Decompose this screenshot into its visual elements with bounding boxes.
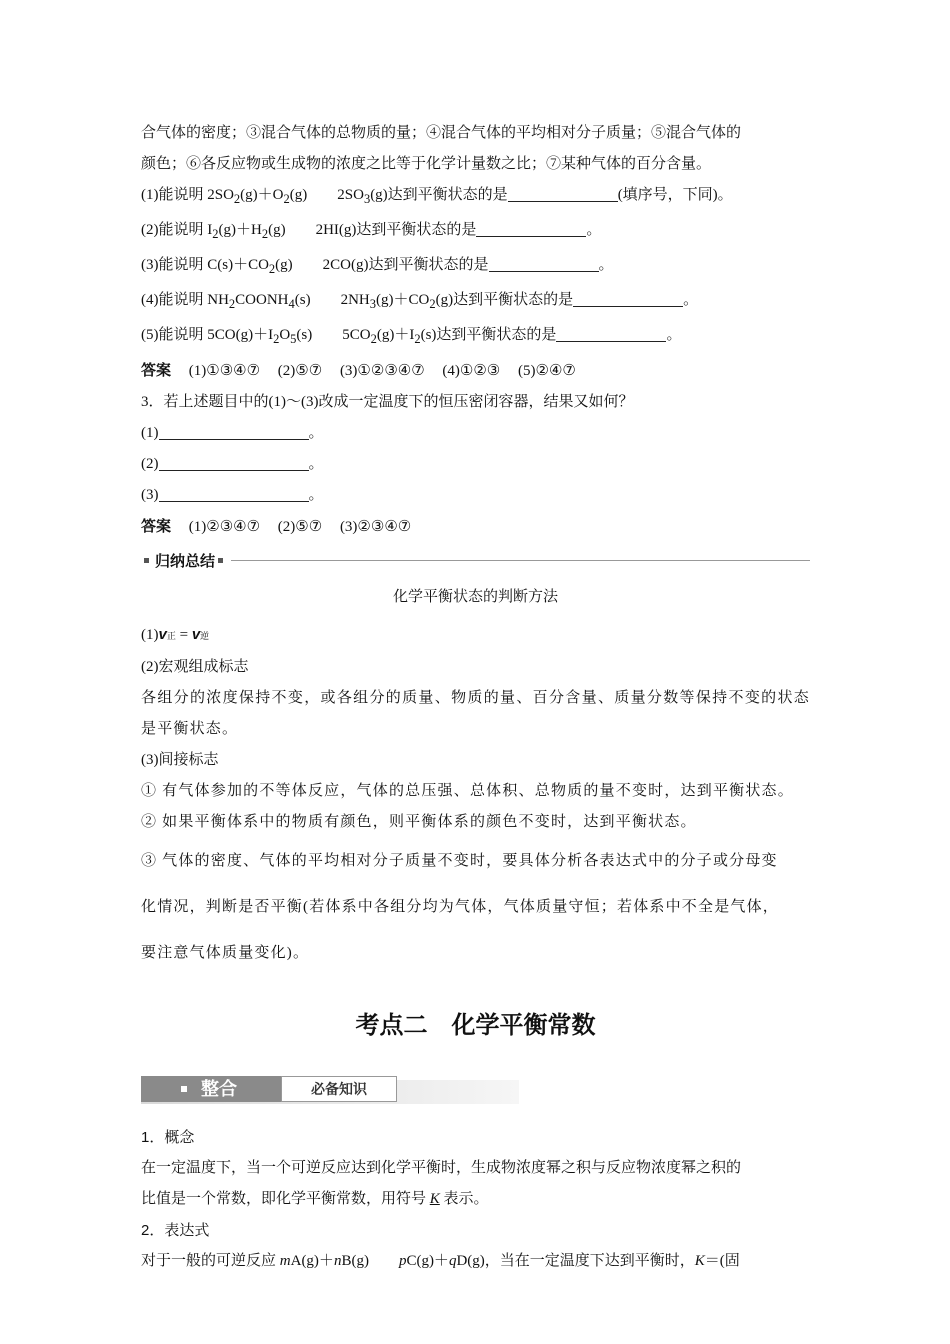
- question-2: (2)能说明 $I_2(g)+H_2(g)$ 2HI(g)达到平衡状态的是 。: [141, 215, 810, 250]
- summary-item-1: ① 有气体参加的不等体反应，气体的总压强、总体积、总物质的量不变时，达到平衡状态。: [141, 783, 794, 799]
- question-3-item-3: (3) 。: [141, 480, 810, 511]
- answer-blank-2[interactable]: [476, 218, 586, 237]
- intro-line-1: 合气体的密度；③混合气体的总物质的量；④混合气体的平均相对分子质量；⑤混合气体的: [141, 125, 742, 141]
- summary-title: 归纳总结: [155, 552, 216, 570]
- concept-line-1: 在一定温度下，当一个可逆反应达到化学平衡时，生成物浓度幂之积与反应物浓度幂之积的: [141, 1160, 742, 1176]
- answer-row-1: [141, 355, 810, 387]
- square-bullet-icon: [181, 1086, 187, 1092]
- summary-heading: 化学平衡状态的判断方法: [392, 588, 558, 605]
- tag-light: 必备知识: [281, 1076, 397, 1102]
- answer-blank[interactable]: [159, 421, 309, 440]
- answer-blank-1[interactable]: [508, 183, 618, 202]
- expression-line: 对于一般的可逆反应 mA(g)＋nB(g) pC(g)＋qD(g)，当在一定温度下达到平衡时，K＝(固: [141, 1253, 740, 1269]
- question-3-item-1: (1) 。: [141, 418, 810, 449]
- concept-line-2: 比值是一个常数，即化学平衡常数，用符号 K 表示。: [141, 1191, 489, 1207]
- answer-item: (1)②③④⑦: [188, 519, 261, 535]
- summary-point-1: (1)v正 = v逆: [141, 626, 210, 643]
- square-bullet-icon: [218, 558, 223, 563]
- question-3: (3)能说明 $C(s)+CO_2(g)$ 2CO(g)达到平衡状态的是 。: [141, 250, 810, 285]
- summary-item-3b: 化情况，判断是否平衡(若体系中各组分均为气体，气体质量守恒；若体系中不全是气体，: [141, 899, 779, 915]
- intro-line-2: 颜色；⑥各反应物或生成物的浓度之比等于化学计量数之比；⑦某种气体的百分含量。: [141, 156, 712, 172]
- question-3-title: 3．若上述题目中的(1)～(3)改成一定温度下的恒压密闭容器，结果又如何？: [141, 394, 634, 410]
- answer-blank-4[interactable]: [573, 288, 683, 307]
- question-5: (5)能说明 $5CO(g)+I_2O_5(s)$ $5CO_2(g)+I_2(s)$达到平衡状态的是 。: [141, 320, 810, 355]
- question-3-item-2: (2) 。: [141, 449, 810, 480]
- answer-item: (3)②③④⑦: [339, 519, 412, 535]
- document-body: [141, 118, 810, 1277]
- answer-blank[interactable]: [159, 452, 309, 471]
- summary-item-3c: 要注意气体质量变化)。: [141, 945, 310, 961]
- answer-item: (1)①③④⑦: [188, 363, 261, 379]
- answer-item: (3)①②③④⑦: [339, 363, 425, 379]
- symbol-k: K: [429, 1191, 440, 1207]
- square-bullet-icon: [144, 558, 149, 563]
- question-1: (1)能说明 $2SO_2(g)+O_2(g)$ $2SO_3(g)$达到平衡状态的是 (填序号，下同)。: [141, 180, 810, 215]
- answer-label: 答案: [141, 362, 172, 379]
- summary-header: [141, 545, 810, 575]
- summary-point-2: (2)宏观组成标志: [141, 659, 249, 675]
- concept-heading: 1．概念: [141, 1129, 195, 1146]
- answer-blank-5[interactable]: [556, 323, 666, 342]
- answer-item: (4)①②③: [442, 363, 501, 379]
- divider: [231, 560, 810, 561]
- answer-item: (2)⑤⑦: [277, 519, 323, 535]
- answer-item: (2)⑤⑦: [277, 363, 323, 379]
- answer-blank[interactable]: [159, 483, 309, 502]
- summary-item-3a: ③ 气体的密度、气体的平均相对分子质量不变时，要具体分析各表达式中的分子或分母变: [141, 853, 778, 869]
- answer-blank-3[interactable]: [489, 253, 599, 272]
- expression-heading: 2．表达式: [141, 1222, 210, 1239]
- section-title: 考点二 化学平衡常数: [355, 1012, 596, 1039]
- summary-point-3: (3)间接标志: [141, 752, 219, 768]
- section-tag: [141, 1076, 519, 1104]
- summary-point-2-text: 各组分的浓度保持不变，或各组分的质量、物质的量、百分含量、质量分数等保持不变的状态是平衡状态。: [141, 690, 810, 737]
- summary-item-2: ② 如果平衡体系中的物质有颜色，则平衡体系的颜色不变时，达到平衡状态。: [141, 814, 697, 830]
- tag-dark: 整合: [141, 1076, 281, 1102]
- answer-label: 答案: [141, 518, 172, 535]
- question-4: (4)能说明 $NH_2COONH_4(s)$ $2NH_3(g)+CO_2(g)$达到平衡状态的是 。: [141, 285, 810, 320]
- answer-row-2: [141, 511, 810, 543]
- answer-item: (5)②④⑦: [518, 363, 576, 379]
